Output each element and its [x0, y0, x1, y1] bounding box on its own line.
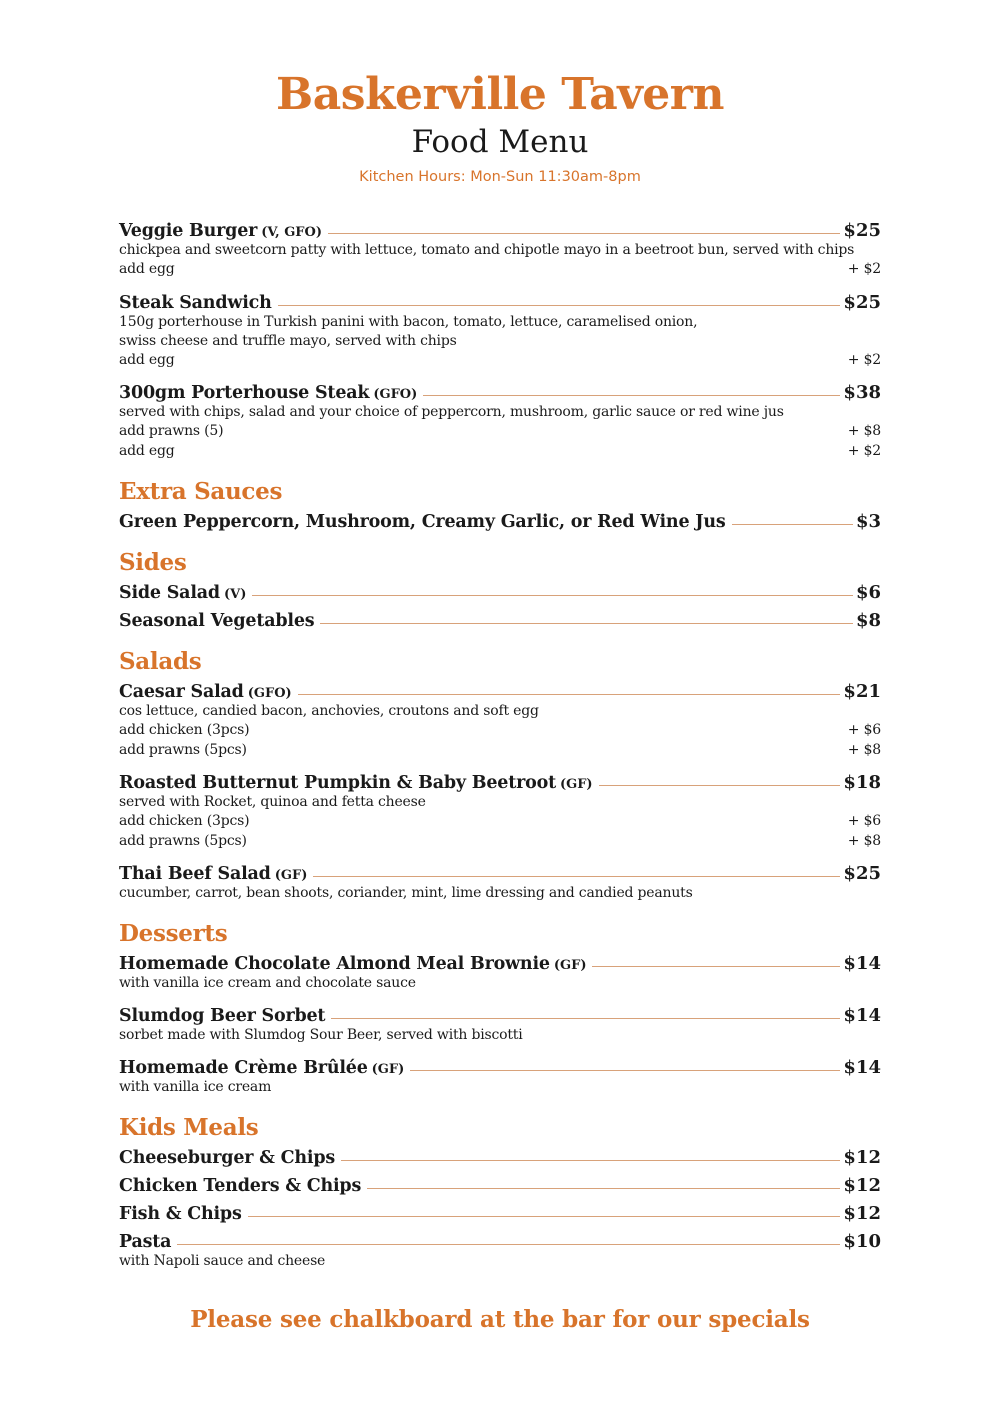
menu-item: [119, 610, 881, 631]
specials-note: Please see chalkboard at the bar for our specials: [190, 1306, 810, 1333]
item-description: served with Rocket, quinoa and fetta cheese: [119, 794, 426, 810]
item-description: with vanilla ice cream and chocolate sauce: [119, 975, 416, 991]
item-addon: [119, 812, 881, 832]
item-line: [119, 582, 881, 603]
addon-label: add egg: [119, 442, 175, 459]
leader-line: [592, 966, 840, 967]
item-name: Green Peppercorn, Mushroom, Creamy Garlic, or Red Wine Jus: [119, 512, 726, 532]
restaurant-title: Baskerville Tavern: [276, 69, 724, 120]
section-heading: Desserts: [119, 920, 228, 947]
sides-section: [119, 548, 881, 631]
menu-item: [119, 772, 881, 851]
item-line: [119, 511, 881, 532]
item-price: $12: [843, 1147, 881, 1168]
leader-line: [331, 1018, 840, 1019]
item-name: Fish & Chips: [119, 1204, 242, 1224]
section-heading: Sides: [119, 549, 187, 576]
addon-price: + $6: [847, 722, 881, 738]
item-name: Veggie Burger: [119, 221, 258, 241]
addon-price: + $2: [847, 442, 881, 459]
addon-price: + $2: [847, 351, 881, 368]
item-addon: [119, 721, 881, 741]
leader-line: [278, 305, 841, 306]
leader-line: [313, 876, 840, 877]
item-addon: [119, 422, 881, 442]
item-line: [119, 681, 881, 702]
item-dietary-tag: (GFO): [373, 387, 418, 402]
item-price: $18: [843, 772, 881, 793]
addon-label: add chicken (3pcs): [119, 722, 250, 738]
leader-line: [367, 1188, 840, 1189]
leader-line: [252, 595, 853, 596]
menu-item: [119, 220, 881, 280]
item-price: $6: [855, 582, 881, 603]
menu-item: [119, 953, 881, 993]
addon-price: + $8: [847, 741, 881, 758]
menu-item: [119, 681, 881, 760]
addon-price: + $8: [847, 423, 881, 439]
item-name: Seasonal Vegetables: [119, 611, 315, 631]
item-addon: [119, 832, 881, 852]
item-name: Homemade Crème Brûlée: [119, 1058, 368, 1078]
mains-section: [119, 220, 881, 461]
addon-label: add chicken (3pcs): [119, 813, 250, 829]
item-name: Caesar Salad: [119, 682, 244, 702]
item-description: sorbet made with Slumdog Sour Beer, served with biscotti: [119, 1027, 523, 1043]
item-price: $25: [843, 220, 881, 241]
item-line: [119, 610, 881, 631]
menu-item: [119, 511, 881, 532]
item-dietary-tag: (GF): [371, 1062, 405, 1077]
item-line: [119, 1147, 881, 1168]
addon-label: add egg: [119, 261, 175, 277]
item-price: $3: [855, 511, 881, 532]
leader-line: [341, 1160, 840, 1161]
leader-line: [423, 395, 840, 396]
item-description: swiss cheese and truffle mayo, served with chips: [119, 332, 457, 349]
addon-price: + $8: [847, 832, 881, 849]
desserts-section: [119, 919, 881, 1097]
kids-section: [119, 1113, 881, 1271]
item-description: 150g porterhouse in Turkish panini with bacon, tomato, lettuce, caramelised onion,: [119, 313, 698, 330]
item-line: [119, 1175, 881, 1196]
leader-line: [320, 623, 853, 624]
item-description: with Napoli sauce and cheese: [119, 1253, 326, 1269]
item-price: $14: [843, 1005, 881, 1026]
menu-body: [119, 220, 881, 1278]
item-price: $8: [855, 610, 881, 631]
item-name: Chicken Tenders & Chips: [119, 1176, 362, 1196]
item-name: Side Salad: [119, 583, 220, 603]
kitchen-hours: Kitchen Hours: Mon-Sun 11:30am-8pm: [359, 169, 641, 185]
item-name: Homemade Chocolate Almond Meal Brownie: [119, 954, 550, 974]
item-price: $14: [843, 953, 881, 974]
section-heading: Extra Sauces: [119, 478, 283, 505]
leader-line: [177, 1244, 840, 1245]
item-price: $25: [843, 291, 881, 313]
leader-line: [248, 1216, 841, 1217]
item-name: Cheeseburger & Chips: [119, 1148, 336, 1168]
item-dietary-tag: (V): [223, 587, 247, 602]
item-description: cucumber, carrot, bean shoots, coriander, mint, lime dressing and candied peanuts: [119, 885, 693, 901]
item-addon: [119, 351, 881, 371]
addon-label: add prawns (5pcs): [119, 832, 247, 849]
item-name: 300gm Porterhouse Steak: [119, 383, 370, 403]
extra-sauces-section: [119, 477, 881, 532]
menu-item: [119, 863, 881, 903]
item-line: [119, 292, 881, 313]
item-name: Pasta: [119, 1232, 172, 1252]
item-line: [119, 220, 881, 241]
item-dietary-tag: (V, GFO): [261, 225, 323, 240]
item-addon: [119, 260, 881, 280]
item-dietary-tag: (GFO): [247, 686, 292, 701]
menu-item: [119, 1203, 881, 1224]
salads-section: [119, 647, 881, 903]
menu-item: [119, 1175, 881, 1196]
item-line: [119, 382, 881, 403]
leader-line: [410, 1070, 840, 1071]
item-line: [119, 1231, 881, 1252]
item-price: $14: [843, 1057, 881, 1078]
item-price: $10: [843, 1231, 881, 1252]
menu-item: [119, 1147, 881, 1168]
menu-item: [119, 292, 881, 371]
item-line: [119, 1057, 881, 1078]
item-addon: [119, 442, 881, 462]
item-dietary-tag: (GF): [559, 777, 593, 792]
menu-item: [119, 1231, 881, 1271]
addon-label: add egg: [119, 351, 175, 368]
leader-line: [298, 694, 841, 695]
menu-item: [119, 382, 881, 461]
item-name: Roasted Butternut Pumpkin & Baby Beetroot: [119, 773, 556, 793]
menu-item: [119, 582, 881, 603]
item-description: with vanilla ice cream: [119, 1079, 272, 1095]
item-price: $38: [843, 382, 881, 403]
menu-subtitle: Food Menu: [411, 124, 589, 160]
item-name: Slumdog Beer Sorbet: [119, 1006, 326, 1026]
item-dietary-tag: (GF): [553, 958, 587, 973]
addon-price: + $6: [847, 813, 881, 829]
leader-line: [599, 785, 841, 786]
menu-item: [119, 1005, 881, 1045]
item-description: served with chips, salad and your choice of peppercorn, mushroom, garlic sauce or red wine jus: [119, 404, 784, 420]
addon-label: add prawns (5pcs): [119, 741, 247, 758]
addon-price: + $2: [847, 261, 881, 277]
item-line: [119, 1203, 881, 1224]
item-price: $21: [843, 681, 881, 702]
item-price: $12: [843, 1175, 881, 1196]
item-addon: [119, 741, 881, 761]
addon-label: add prawns (5): [119, 423, 224, 439]
item-description: cos lettuce, candied bacon, anchovies, croutons and soft egg: [119, 703, 539, 719]
leader-line: [732, 524, 853, 525]
section-heading: Salads: [119, 648, 202, 675]
item-line: [119, 772, 881, 793]
item-name: Steak Sandwich: [119, 292, 272, 313]
menu-item: [119, 1057, 881, 1097]
item-line: [119, 953, 881, 974]
menu-header: [0, 68, 1000, 188]
item-dietary-tag: (GF): [274, 868, 308, 883]
item-price: $25: [843, 863, 881, 884]
leader-line: [328, 233, 840, 234]
item-line: [119, 1005, 881, 1026]
section-heading: Kids Meals: [119, 1114, 259, 1141]
item-line: [119, 863, 881, 884]
item-price: $12: [843, 1203, 881, 1224]
item-name: Thai Beef Salad: [119, 864, 271, 884]
item-description: chickpea and sweetcorn patty with lettuce, tomato and chipotle mayo in a beetroot bun, served with chips: [119, 242, 855, 258]
